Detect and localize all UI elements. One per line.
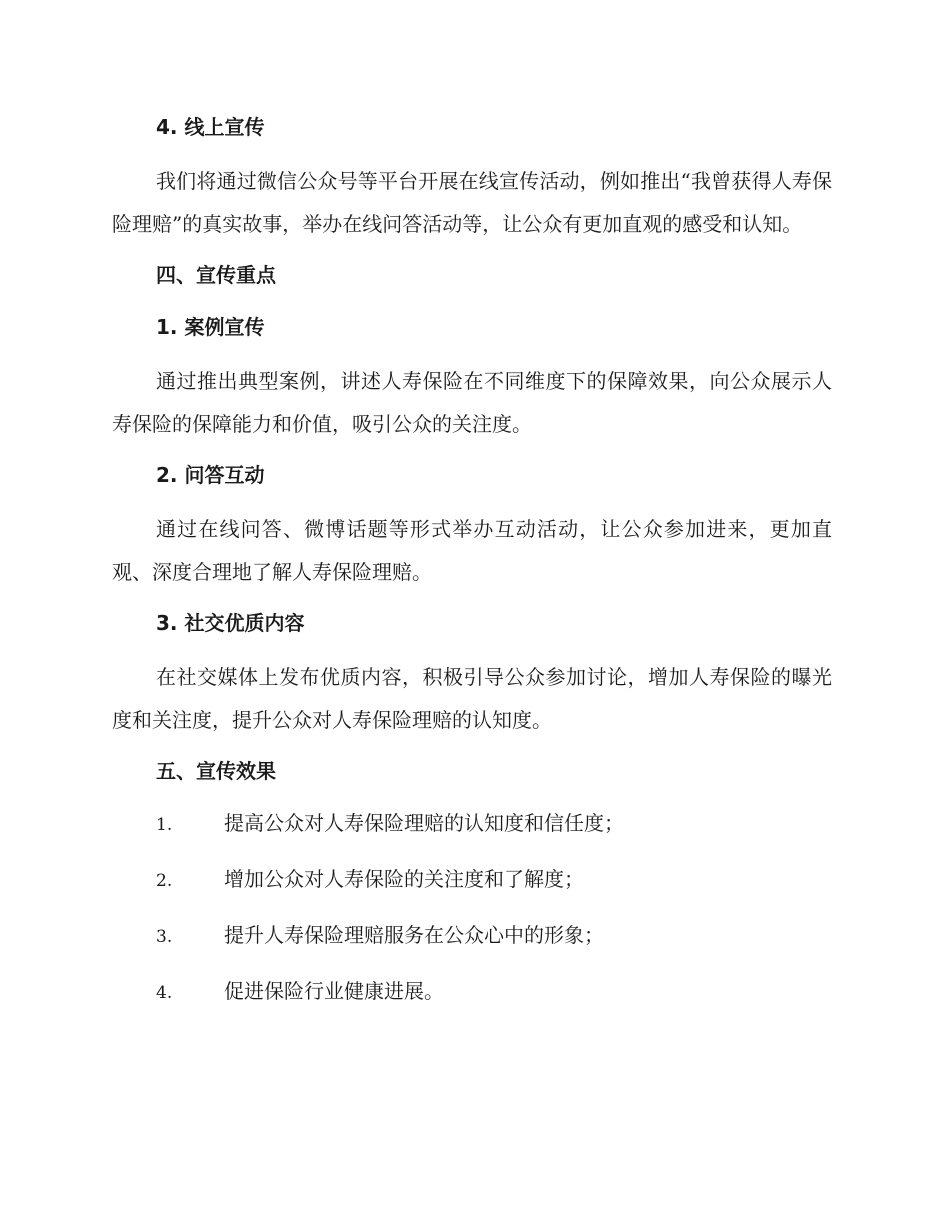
section-heading-promotion-focus: 四、宣传重点 bbox=[156, 263, 276, 287]
list-item bbox=[112, 916, 832, 956]
list-item-number: 2. bbox=[156, 871, 173, 891]
section-heading-promotion-effect: 五、宣传效果 bbox=[156, 759, 276, 783]
section-heading-social-content: 3. 社交优质内容 bbox=[156, 611, 305, 635]
list-item-text: 增加公众对人寿保险的关注度和了解度； bbox=[224, 867, 584, 891]
list-item-text: 提高公众对人寿保险理赔的认知度和信任度； bbox=[224, 811, 624, 835]
paragraph-social-content: 在社交媒体上发布优质内容，积极引导公众参加讨论，增加人寿保险的曝光度和关注度，提升公众对人寿保险理赔的认知度。 bbox=[112, 665, 832, 732]
section-heading-qa-interaction: 2. 问答互动 bbox=[156, 463, 265, 487]
list-item-number: 3. bbox=[156, 927, 173, 947]
list-item-number: 1. bbox=[156, 815, 173, 835]
paragraph-case-promotion: 通过推出典型案例，讲述人寿保险在不同维度下的保障效果，向公众展示人寿保险的保障能力和价值，吸引公众的关注度。 bbox=[112, 369, 832, 436]
paragraph-qa-interaction: 通过在线问答、微博话题等形式举办互动活动，让公众参加进来，更加直观、深度合理地了解人寿保险理赔。 bbox=[112, 517, 832, 584]
list-item bbox=[112, 972, 832, 1012]
effects-list bbox=[112, 804, 832, 1012]
list-item bbox=[112, 860, 832, 900]
list-item bbox=[112, 804, 832, 844]
list-item-text: 促进保险行业健康进展。 bbox=[224, 979, 444, 1003]
list-item-text: 提升人寿保险理赔服务在公众心中的形象； bbox=[224, 923, 604, 947]
list-item-number: 4. bbox=[156, 983, 173, 1003]
document-body bbox=[112, 108, 832, 1028]
section-heading-online-promotion: 4. 线上宣传 bbox=[156, 115, 265, 139]
paragraph-online-promotion: 我们将通过微信公众号等平台开展在线宣传活动，例如推出“我曾获得人寿保险理赔”的真实故事，举办在线问答活动等，让公众有更加直观的感受和认知。 bbox=[112, 169, 832, 236]
section-heading-case-promotion: 1. 案例宣传 bbox=[156, 315, 265, 339]
